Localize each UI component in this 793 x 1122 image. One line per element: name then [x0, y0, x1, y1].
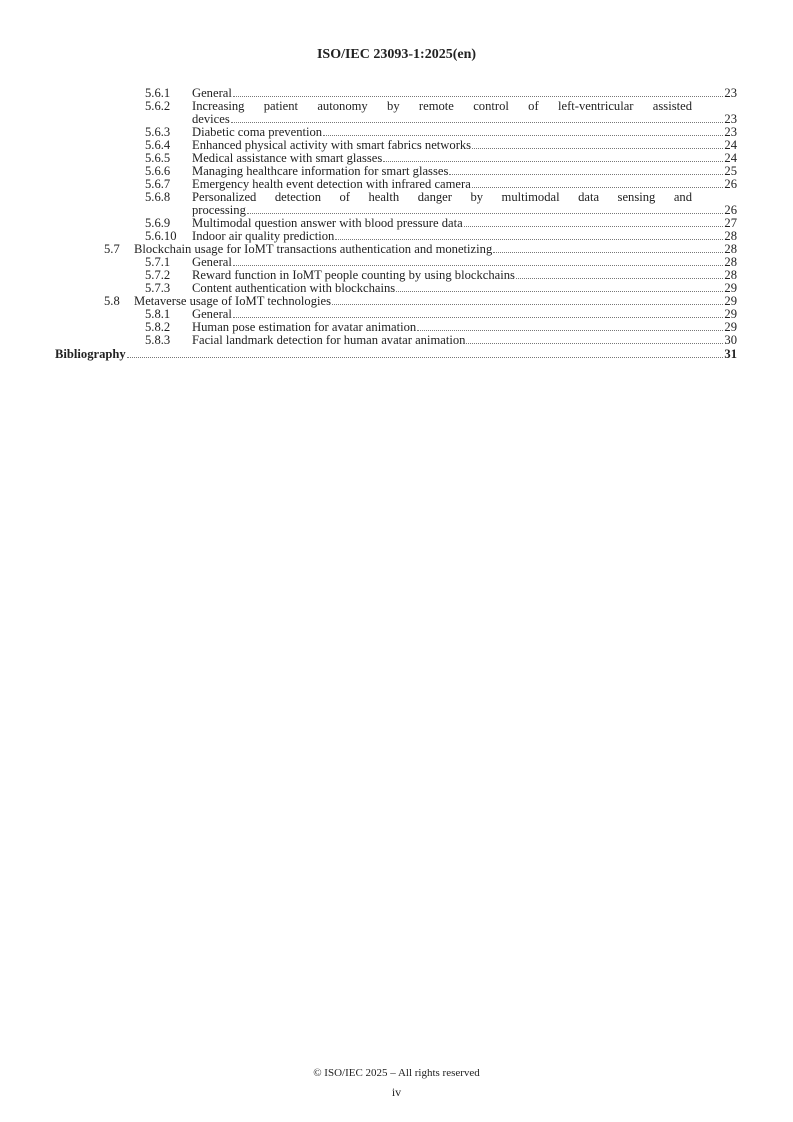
- toc-entry-title: Blockchain usage for IoMT transactions authentication and monetizing: [134, 242, 493, 256]
- dot-leader: [247, 212, 724, 214]
- toc-entry-number: 5.7: [104, 242, 120, 256]
- dot-leader: [472, 147, 723, 149]
- toc-entry[interactable]: [0, 100, 793, 113]
- toc-entry-number: 5.6.3: [145, 125, 171, 139]
- toc-entry-page: 29: [724, 307, 737, 321]
- toc-entry-title: devices: [192, 112, 230, 126]
- toc-entry[interactable]: [0, 269, 793, 282]
- toc-entry-page: 24: [724, 151, 737, 165]
- dot-leader: [231, 121, 724, 123]
- toc-entry[interactable]: [0, 191, 793, 204]
- toc-entry-title: Enhanced physical activity with smart fabrics networks: [192, 138, 472, 152]
- toc-entry-page: 29: [724, 281, 737, 295]
- toc-entry-number: 5.8.3: [145, 333, 171, 347]
- toc-entry-title: Content authentication with blockchains: [192, 281, 396, 295]
- toc-entry-title: processing: [192, 203, 246, 217]
- toc-entry-number: 5.6.9: [145, 216, 171, 230]
- toc-entry-title: Personalized detection of health danger by multimodal data sensing and: [192, 190, 692, 204]
- toc-entry[interactable]: [0, 217, 793, 230]
- dot-leader: [466, 342, 723, 344]
- toc-entry-page: 31: [724, 347, 737, 361]
- dot-leader: [417, 329, 723, 331]
- toc-entry-continuation[interactable]: [0, 113, 793, 126]
- toc-entry-number: 5.6.8: [145, 190, 171, 204]
- toc-entry-title: Diabetic coma prevention: [192, 125, 323, 139]
- toc-entry-page: 28: [724, 229, 737, 243]
- toc-entry-page: 24: [724, 138, 737, 152]
- dot-leader: [233, 316, 724, 318]
- toc-entry-page: 26: [724, 177, 737, 191]
- toc-entry-number: 5.8.2: [145, 320, 171, 334]
- dot-leader: [383, 160, 723, 162]
- toc-entry-number: 5.6.6: [145, 164, 171, 178]
- toc-entry-number: 5.7.2: [145, 268, 171, 282]
- toc-entry-page: 27: [724, 216, 737, 230]
- dot-leader: [233, 95, 724, 97]
- dot-leader: [472, 186, 724, 188]
- toc-entry-title: Facial landmark detection for human avatar animation: [192, 333, 466, 347]
- toc-entry-title: Human pose estimation for avatar animation: [192, 320, 417, 334]
- dot-leader: [323, 134, 723, 136]
- toc-entry-number: 5.8.1: [145, 307, 171, 321]
- toc-entry-title: Reward function in IoMT people counting by using blockchains: [192, 268, 515, 282]
- toc-entry[interactable]: [0, 139, 793, 152]
- toc-entry[interactable]: [0, 334, 793, 347]
- toc-entry-number: 5.6.2: [145, 99, 171, 113]
- toc-entry-page: 29: [724, 320, 737, 334]
- toc-entry-title: Bibliography: [55, 347, 126, 361]
- toc-entry-title: Metaverse usage of IoMT technologies: [134, 294, 332, 308]
- toc-entry-title: Indoor air quality prediction: [192, 229, 335, 243]
- toc-entry-page: 25: [724, 164, 737, 178]
- toc-entry[interactable]: [0, 243, 793, 256]
- dot-leader: [449, 173, 723, 175]
- dot-leader: [493, 251, 723, 253]
- toc-entry-title: General: [192, 307, 232, 321]
- table-of-contents: [0, 87, 793, 361]
- toc-entry-title: Medical assistance with smart glasses: [192, 151, 383, 165]
- toc-entry-title: General: [192, 255, 232, 269]
- toc-entry-title: Emergency health event detection with infrared camera: [192, 177, 471, 191]
- toc-entry-page: 23: [724, 86, 737, 100]
- toc-entry-number: 5.6.4: [145, 138, 171, 152]
- toc-entry[interactable]: [0, 348, 793, 361]
- toc-entry-number: 5.7.3: [145, 281, 171, 295]
- toc-entry-page: 23: [724, 112, 737, 126]
- toc-entry-number: 5.6.10: [145, 229, 177, 243]
- dot-leader: [396, 290, 723, 292]
- toc-entry-number: 5.8: [104, 294, 120, 308]
- document-header: ISO/IEC 23093-1:2025(en): [316, 47, 477, 62]
- toc-entry-number: 5.6.5: [145, 151, 171, 165]
- toc-entry-page: 23: [724, 125, 737, 139]
- toc-entry-title: Managing healthcare information for smart glasses: [192, 164, 449, 178]
- toc-entry-number: 5.7.1: [145, 255, 171, 269]
- toc-entry-page: 28: [724, 242, 737, 256]
- dot-leader: [233, 264, 724, 266]
- page-number: iv: [391, 1085, 402, 1099]
- toc-entry-page: 30: [724, 333, 737, 347]
- toc-entry-page: 29: [724, 294, 737, 308]
- dot-leader: [335, 238, 723, 240]
- toc-entry-page: 28: [724, 255, 737, 269]
- toc-entry-number: 5.6.7: [145, 177, 171, 191]
- toc-entry-page: 28: [724, 268, 737, 282]
- dot-leader: [516, 277, 723, 279]
- dot-leader: [464, 225, 724, 227]
- toc-entry-number: 5.6.1: [145, 86, 171, 100]
- toc-entry-page: 26: [724, 203, 737, 217]
- toc-entry-title: General: [192, 86, 232, 100]
- dot-leader: [332, 303, 723, 305]
- toc-entry-title: Increasing patient autonomy by remote control of left-ventricular assisted: [192, 99, 692, 113]
- toc-entry[interactable]: [0, 295, 793, 308]
- dot-leader: [127, 356, 724, 358]
- copyright-footer: © ISO/IEC 2025 – All rights reserved: [313, 1067, 480, 1079]
- toc-entry-title: Multimodal question answer with blood pressure data: [192, 216, 463, 230]
